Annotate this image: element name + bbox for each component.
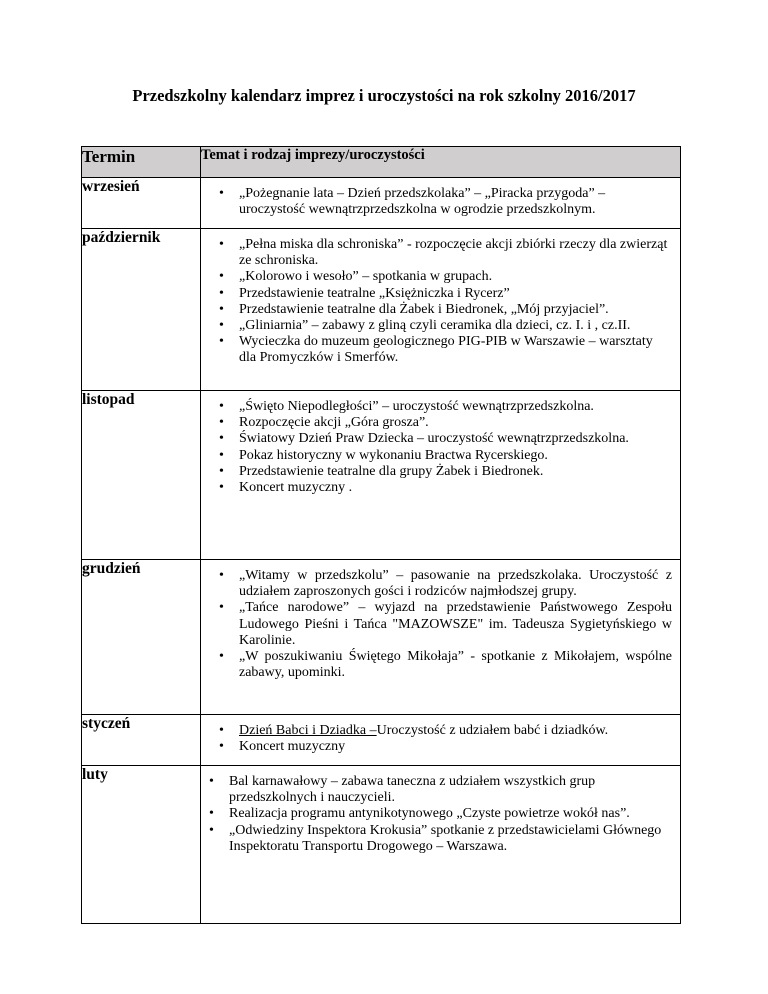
list-item: • Koncert muzyczny <box>201 739 672 755</box>
list-item: • Realizacja programu antynikotynowego „Czyste powietrze wokół nas”. <box>201 806 672 822</box>
list-item: • „Odwiedziny Inspektora Krokusia” spotkanie z przedstawicielami Głównego Inspektoratu Transportu Drogowego – Warszawa. <box>201 823 672 855</box>
list-item: • Koncert muzyczny . <box>201 480 672 496</box>
event-list <box>201 560 680 687</box>
column-header-topic: Temat i rodzaj imprezy/uroczystości <box>201 147 681 178</box>
list-item: • Przedstawienie teatralne dla grupy Żabek i Biedronek. <box>201 464 672 480</box>
month-cell: styczeń <box>82 715 201 766</box>
table-row-listopad <box>82 391 681 560</box>
table-row-grudzien <box>82 560 681 715</box>
list-item: • „Gliniarnia” – zabawy z gliną czyli ceramika dla dzieci, cz. I. i , cz.II. <box>201 318 672 334</box>
list-item: • Przedstawienie teatralne dla Żabek i Biedronek, „Mój przyjaciel”. <box>201 302 672 318</box>
month-cell: wrzesień <box>82 178 201 229</box>
events-cell <box>201 560 681 715</box>
events-cell <box>201 766 681 924</box>
month-cell: luty <box>82 766 201 924</box>
list-item: • „Święto Niepodległości” – uroczystość wewnątrzprzedszkolna. <box>201 399 672 415</box>
event-list <box>201 766 680 861</box>
events-cell <box>201 391 681 560</box>
table-row-luty <box>82 766 681 924</box>
page-title: Przedszkolny kalendarz imprez i uroczystości na rok szkolny 2016/2017 <box>132 86 636 105</box>
list-item <box>201 723 672 739</box>
events-cell <box>201 229 681 391</box>
events-cell <box>201 715 681 766</box>
month-cell: grudzień <box>82 560 201 715</box>
event-list <box>201 715 680 761</box>
event-description: Uroczystość z udziałem babć i dziadków. <box>376 723 609 738</box>
month-cell: listopad <box>82 391 201 560</box>
table-row-styczen <box>82 715 681 766</box>
column-header-term: Termin <box>82 147 201 178</box>
list-item: • Wycieczka do muzeum geologicznego PIG-PIB w Warszawie – warsztaty dla Promyczków i Smerfów. <box>201 334 672 366</box>
list-item: • „Witamy w przedszkolu” – pasowanie na przedszkolaka. Uroczystość z udziałem zaproszonych gości i rodziców najmłodszej grupy. <box>201 568 672 600</box>
underlined-event-name: Dzień Babci i Dziadka – <box>239 723 377 738</box>
list-item: • Światowy Dzień Praw Dziecka – uroczystość wewnątrzprzedszkolna. <box>201 431 672 447</box>
table-header-row <box>82 147 681 178</box>
month-cell: październik <box>82 229 201 391</box>
list-item: • „W poszukiwaniu Świętego Mikołaja” - spotkanie z Mikołajem, wspólne zabawy, upominki. <box>201 649 672 681</box>
event-list <box>201 229 680 373</box>
list-item: • Pokaz historyczny w wykonaniu Bractwa Rycerskiego. <box>201 448 672 464</box>
list-item: • „Tańce narodowe” – wyjazd na przedstawienie Państwowego Zespołu Ludowego Pieśni i Tańca "MAZOWSZE" im. Tadeusza Sygietyńskiego w Karolinie. <box>201 600 672 649</box>
table-row-pazdziernik <box>82 229 681 391</box>
event-list <box>201 391 680 502</box>
list-item: • Przedstawienie teatralne „Księżniczka i Rycerz” <box>201 286 672 302</box>
events-cell <box>201 178 681 229</box>
list-item: • Bal karnawałowy – zabawa taneczna z udziałem wszystkich grup przedszkolnych i nauczycieli. <box>201 774 672 806</box>
table-row-wrzesien <box>82 178 681 229</box>
list-item: • „Kolorowo i wesoło” – spotkania w grupach. <box>201 269 672 285</box>
list-item: • „Pożegnanie lata – Dzień przedszkolaka” – „Piracka przygoda” – uroczystość wewnątrzprzedszkolna w ogrodzie przedszkolnym. <box>201 186 672 218</box>
list-item: • „Pełna miska dla schroniska” - rozpoczęcie akcji zbiórki rzeczy dla zwierząt ze schroniska. <box>201 237 672 269</box>
list-item: • Rozpoczęcie akcji „Góra grosza”. <box>201 415 672 431</box>
event-list <box>201 178 680 224</box>
calendar-table <box>81 146 681 924</box>
